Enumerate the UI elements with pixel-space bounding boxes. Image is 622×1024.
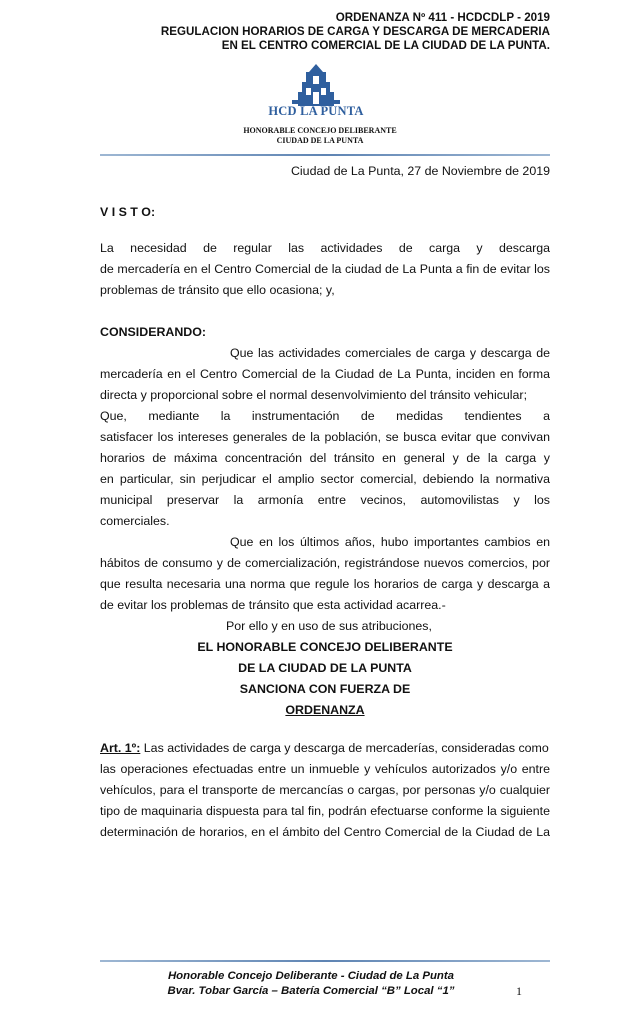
paragraph-line: Que en los últimos años, hubo importantes cambios en [230, 535, 550, 549]
paragraph-line: Por ello y en uso de sus atribuciones, [226, 619, 432, 633]
paragraph-line: hábitos de consumo y de comercialización, registrándose nuevos comercios, por [100, 556, 550, 570]
footer-divider [100, 960, 550, 962]
footer-line-1: Honorable Concejo Deliberante - Ciudad de La Punta [167, 970, 455, 982]
ordinance-title-line-1: REGULACION HORARIOS DE CARGA Y DESCARGA DE MERCADERIA [160, 25, 550, 38]
paragraph-line: de evitar los problemas de tránsito que esta actividad acarrea.- [100, 598, 446, 612]
paragraph-line: comerciales. [100, 514, 170, 528]
considerando-heading: CONSIDERANDO: [100, 325, 207, 339]
header-divider [100, 154, 550, 156]
document-date: Ciudad de La Punta, 27 de Noviembre de 2019 [290, 164, 550, 178]
document-header [0, 11, 550, 53]
footer-line-2: Bvar. Tobar García – Batería Comercial “B” Local “1” [167, 985, 455, 997]
paragraph-line: Que las actividades comerciales de carga y descarga de [230, 346, 550, 360]
paragraph-line: directa y proporcional sobre el normal desenvolvimiento del tránsito vehicular; [100, 388, 528, 402]
sanction-line-1: EL HONORABLE CONCEJO DELIBERANTE [197, 640, 453, 654]
article-1-first-line [100, 740, 550, 756]
council-name: HONORABLE CONCEJO DELIBERANTE [243, 126, 397, 135]
paragraph-line: tipo de maquinaria dispuesta para tal fin, podrán efectuarse conforme la siguiente [100, 804, 550, 818]
logo-text: HCD LA PUNTA [268, 104, 364, 118]
paragraph-line: La necesidad de regular las actividades de carga y descarga [100, 241, 550, 255]
sanction-line-2: DE LA CIUDAD DE LA PUNTA [238, 661, 412, 675]
article-1-label: Art. 1º: [100, 741, 141, 755]
ordinance-title-line-2: EN EL CENTRO COMERCIAL DE LA CIUDAD DE LA PUNTA. [221, 39, 550, 52]
paragraph-line: de mercadería en el Centro Comercial de la ciudad de La Punta a fin de evitar los [100, 262, 550, 276]
paragraph-line: problemas de tránsito que ello ocasiona; y, [100, 283, 335, 297]
paragraph-line: horarios de máxima concentración del tránsito en general y de la carga y [100, 451, 550, 465]
council-city: CIUDAD DE LA PUNTA [276, 136, 364, 145]
paragraph-line: vehículos, para el transporte de mercancías o cargas, por personas y/o cualquier [100, 783, 550, 797]
paragraph-line: municipal preservar la armonía entre vecinos, automovilistas y los [100, 493, 550, 507]
paragraph-line: satisfacer los intereses generales de la población, se busca evitar que convivan [100, 430, 550, 444]
paragraph-line: en particular, sin perjudicar el amplio sector comercial, debiendo la normativa [100, 472, 550, 486]
page-number: 1 [516, 984, 522, 998]
paragraph-line: Que, mediante la instrumentación de medidas tendientes a [100, 409, 550, 423]
visto-heading: V I S T O: [100, 205, 156, 219]
article-1-text: Las actividades de carga y descarga de mercaderías, consideradas como [143, 741, 549, 755]
ordinance-number: ORDENANZA Nº 411 - HCDCDLP - 2019 [335, 11, 550, 24]
sanction-line-3: SANCIONA CON FUERZA DE [239, 682, 411, 696]
paragraph-line: determinación de horarios, en el ámbito del Centro Comercial de la Ciudad de La [100, 825, 550, 839]
paragraph-line: las operaciones efectuadas entre un inmueble y vehículos autorizados y/o entre [100, 762, 550, 776]
paragraph-line: mercadería en el Centro Comercial de la Ciudad de La Punta, inciden en forma [100, 367, 550, 381]
ordenanza-heading: ORDENANZA [285, 703, 365, 717]
paragraph-line: que resulta necesaria una norma que regule los horarios de carga y descarga a [100, 577, 550, 591]
